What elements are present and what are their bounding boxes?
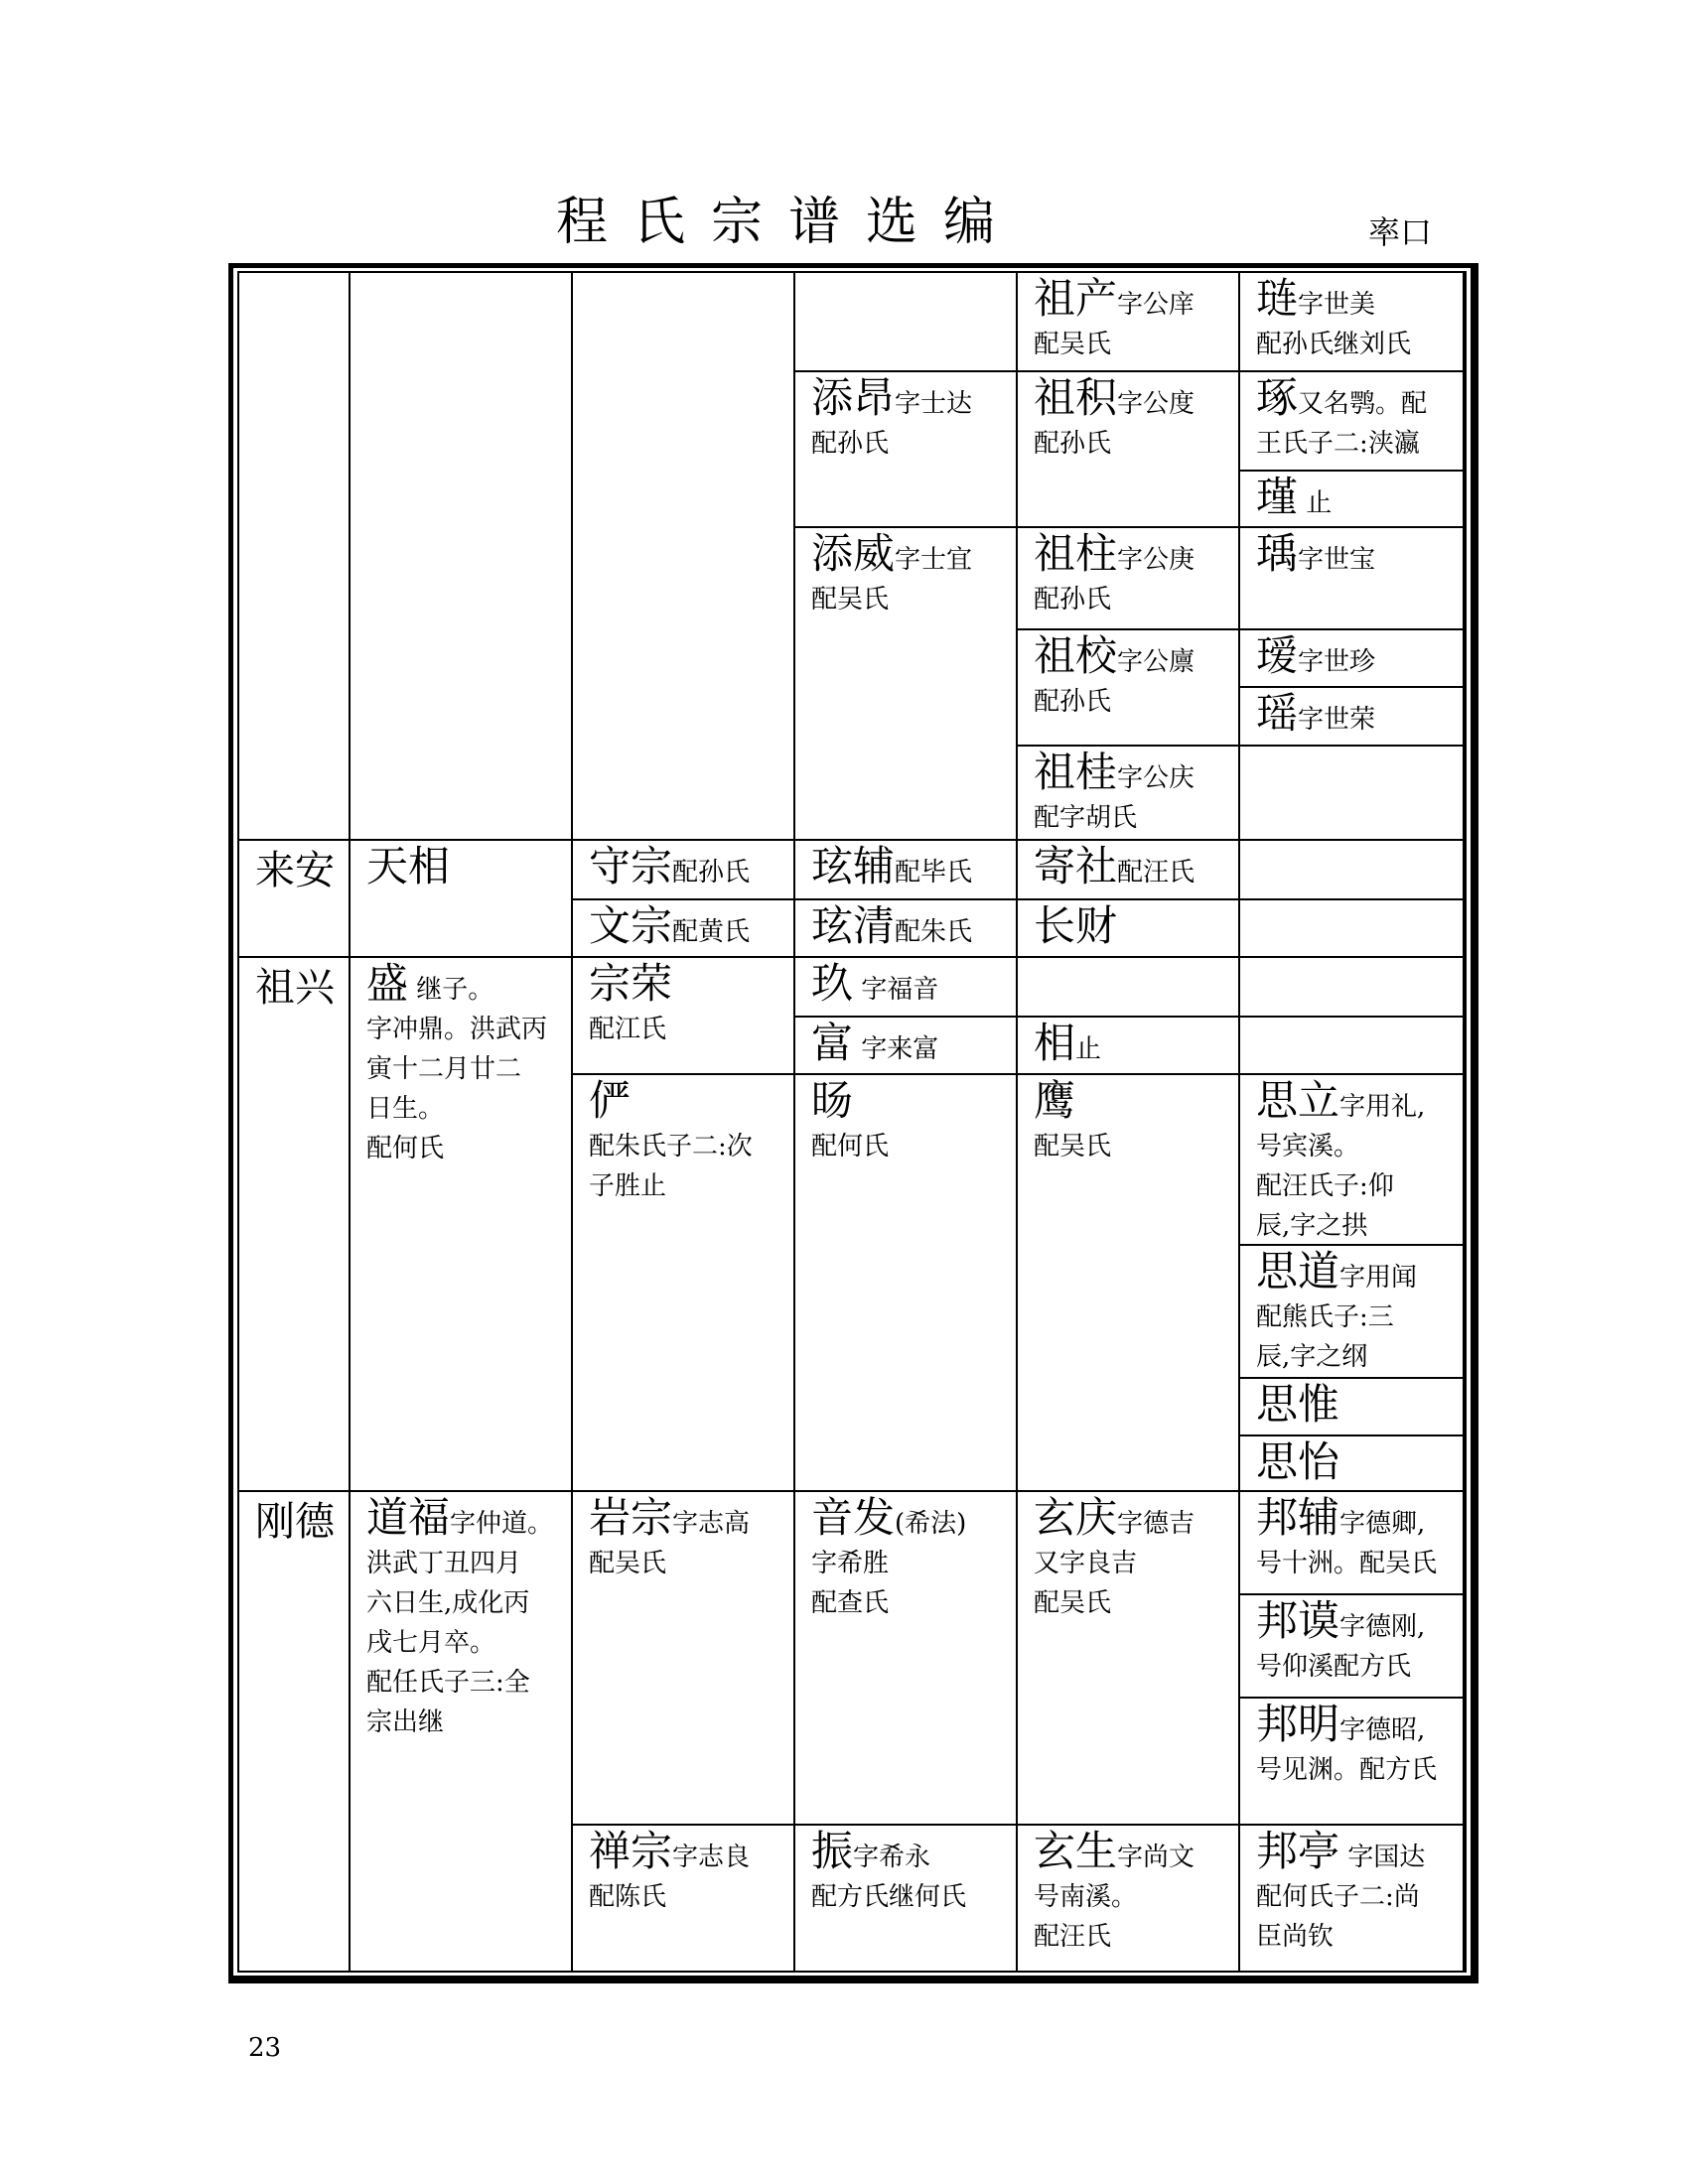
person-note: 字公廪 xyxy=(1117,647,1196,677)
person-note: 配吴氏 xyxy=(1034,330,1112,359)
person-note: 号见渊。配方氏 xyxy=(1256,1755,1438,1785)
cell-empty xyxy=(1240,900,1465,958)
person-note: 字国达 xyxy=(1347,1843,1426,1872)
person-name: 思怡 xyxy=(1256,1437,1340,1486)
person-cell xyxy=(1240,1075,1465,1246)
person-note: 配孙氏 xyxy=(1034,429,1112,459)
person-note: 号十洲。配吴氏 xyxy=(1256,1549,1438,1578)
person-cell xyxy=(795,958,1018,1018)
person-cell xyxy=(573,841,795,900)
person-note: 臣尚钦 xyxy=(1256,1922,1335,1952)
cell-empty xyxy=(1018,958,1240,1018)
person-cell xyxy=(1240,372,1465,472)
person-note: 配字胡氏 xyxy=(1034,803,1138,833)
cell-empty xyxy=(1240,1018,1465,1075)
person-name: 禅宗 xyxy=(589,1827,673,1875)
person-note: 配汪氏 xyxy=(1034,1922,1112,1952)
person-name: 振 xyxy=(811,1827,854,1875)
person-cell xyxy=(573,1826,795,1971)
person-cell xyxy=(1240,1699,1465,1826)
lineage-cell xyxy=(239,958,351,1492)
person-note: 字世荣 xyxy=(1298,705,1376,735)
person-cell xyxy=(1018,528,1240,630)
cell-empty xyxy=(239,273,351,841)
person-name: 音发 xyxy=(811,1493,896,1542)
person-note: 配何氏子二:尚 xyxy=(1256,1882,1420,1912)
person-note: 字志高 xyxy=(672,1509,751,1539)
person-note: 字希永 xyxy=(853,1843,931,1872)
person-note: 字世美 xyxy=(1298,290,1376,320)
cell-empty xyxy=(573,273,795,841)
person-note: 配朱氏 xyxy=(895,917,973,947)
person-note: 辰,字之拱 xyxy=(1256,1211,1368,1241)
person-name: 添昂 xyxy=(811,373,896,422)
person-note: 寅十二月廿二 xyxy=(366,1054,522,1084)
person-name: 思立 xyxy=(1256,1076,1340,1125)
person-cell xyxy=(795,1492,1018,1826)
person-cell xyxy=(795,841,1018,900)
person-note: 字仲道。 xyxy=(450,1509,554,1539)
person-note: 配吴氏 xyxy=(1034,1132,1112,1161)
person-note: (希法) xyxy=(895,1509,967,1539)
person-cell xyxy=(1240,1595,1465,1699)
lineage-name: 刚德 xyxy=(255,1499,335,1545)
person-note: 配陈氏 xyxy=(589,1882,667,1912)
person-note: 字世宝 xyxy=(1298,545,1376,575)
person-name: 思惟 xyxy=(1256,1380,1340,1429)
person-name: 邦亭 xyxy=(1256,1827,1340,1875)
person-note: 宗出继 xyxy=(366,1707,445,1737)
person-name: 玹清 xyxy=(811,901,896,950)
person-name: 祖产 xyxy=(1034,274,1118,323)
cell-empty xyxy=(1240,747,1465,841)
person-name: 邦辅 xyxy=(1256,1493,1340,1542)
person-note: 字德昭, xyxy=(1339,1715,1426,1745)
person-note: 止 xyxy=(1306,488,1333,518)
person-note: 配何氏 xyxy=(811,1132,890,1161)
person-name: 思道 xyxy=(1256,1247,1340,1296)
person-cell xyxy=(351,958,573,1492)
person-note: 配吴氏 xyxy=(811,585,890,614)
person-note: 字冲鼎。洪武丙 xyxy=(366,1015,548,1044)
person-note: 王氏子二:浃瀛 xyxy=(1256,429,1420,459)
person-cell xyxy=(795,528,1018,841)
person-note: 配吴氏 xyxy=(1034,1588,1112,1618)
person-name: 祖校 xyxy=(1034,631,1118,680)
person-cell xyxy=(1240,1379,1465,1436)
person-note: 字用礼, xyxy=(1339,1092,1426,1122)
person-note: 配毕氏 xyxy=(895,858,973,887)
person-note: 字希胜 xyxy=(811,1549,890,1578)
person-note: 字尚文 xyxy=(1117,1843,1196,1872)
person-note: 字公庠 xyxy=(1117,290,1196,320)
person-name: 玖 xyxy=(811,959,854,1008)
lineage-name: 来安 xyxy=(255,848,335,893)
person-note: 日生。 xyxy=(366,1094,445,1124)
person-name: 琏 xyxy=(1256,274,1299,323)
person-cell xyxy=(1018,1492,1240,1826)
person-name: 琢 xyxy=(1256,373,1299,422)
person-cell xyxy=(1018,1826,1240,1971)
lineage-cell xyxy=(239,841,351,958)
person-note: 字德吉 xyxy=(1117,1509,1196,1539)
person-note: 配孙氏继刘氏 xyxy=(1256,330,1412,359)
lineage-name: 祖兴 xyxy=(255,965,335,1011)
person-name: 祖桂 xyxy=(1034,748,1118,796)
person-cell xyxy=(1240,1492,1465,1595)
person-note: 号南溪。 xyxy=(1034,1882,1138,1912)
person-note: 字士达 xyxy=(895,389,973,419)
person-name: 瑶 xyxy=(1256,689,1299,738)
person-name: 富 xyxy=(811,1019,854,1067)
person-cell xyxy=(1018,273,1240,372)
person-note: 字福音 xyxy=(861,975,939,1005)
person-note: 配孙氏 xyxy=(1034,585,1112,614)
person-note: 六日生,成化丙 xyxy=(366,1588,530,1618)
person-note: 字用闻 xyxy=(1339,1263,1418,1293)
person-name: 宗荣 xyxy=(589,959,673,1008)
person-cell xyxy=(1018,630,1240,747)
person-note: 配吴氏 xyxy=(589,1549,667,1578)
person-note: 字士宜 xyxy=(895,545,973,575)
person-name: 相 xyxy=(1034,1019,1076,1067)
person-note: 又名鹗。配 xyxy=(1298,389,1428,419)
person-name: 玹辅 xyxy=(811,842,896,890)
person-cell xyxy=(1240,472,1465,528)
person-note: 止 xyxy=(1075,1034,1102,1064)
person-note: 字公庚 xyxy=(1117,545,1196,575)
person-cell xyxy=(1018,747,1240,841)
person-name: 祖积 xyxy=(1034,373,1118,422)
cell-empty xyxy=(1240,841,1465,900)
person-name: 瑀 xyxy=(1256,529,1299,578)
person-name: 寄社 xyxy=(1034,842,1118,890)
person-name: 祖柱 xyxy=(1034,529,1118,578)
person-cell xyxy=(1018,900,1240,958)
person-cell xyxy=(795,1826,1018,1971)
person-name: 添威 xyxy=(811,529,896,578)
person-cell xyxy=(795,372,1018,528)
person-cell xyxy=(1240,630,1465,688)
page-number: 23 xyxy=(248,2033,282,2063)
person-cell xyxy=(1240,528,1465,630)
person-cell xyxy=(573,958,795,1075)
person-cell xyxy=(1240,273,1465,372)
person-cell xyxy=(1240,1436,1465,1492)
person-name: 道福 xyxy=(366,1493,451,1542)
person-note: 号宾溪。 xyxy=(1256,1132,1360,1161)
person-note: 戌七月卒。 xyxy=(366,1628,496,1658)
person-name: 俨 xyxy=(589,1076,632,1125)
genealogy-table xyxy=(237,271,1467,1973)
person-name: 玄庆 xyxy=(1034,1493,1118,1542)
person-note: 字公度 xyxy=(1117,389,1196,419)
person-name: 长财 xyxy=(1034,901,1118,950)
person-note: 配孙氏 xyxy=(811,429,890,459)
person-note: 配何氏 xyxy=(366,1134,445,1163)
person-note: 配孙氏 xyxy=(1034,687,1112,717)
person-note: 号仰溪配方氏 xyxy=(1256,1652,1412,1682)
person-name: 守宗 xyxy=(589,842,673,890)
person-note: 又字良吉 xyxy=(1034,1549,1138,1578)
cell-empty xyxy=(351,273,573,841)
person-cell xyxy=(573,1492,795,1826)
person-note: 配熊氏子:三 xyxy=(1256,1302,1394,1332)
person-cell xyxy=(795,900,1018,958)
cell-empty xyxy=(1240,958,1465,1018)
person-note: 配汪氏子:仰 xyxy=(1256,1171,1394,1201)
person-name: 旸 xyxy=(811,1076,854,1125)
person-note: 洪武丁丑四月 xyxy=(366,1549,522,1578)
person-cell xyxy=(795,1018,1018,1075)
person-cell xyxy=(573,1075,795,1492)
person-cell xyxy=(573,900,795,958)
cell-empty xyxy=(795,273,1018,372)
person-cell xyxy=(1018,1018,1240,1075)
person-name: 文宗 xyxy=(589,901,673,950)
person-note: 配黄氏 xyxy=(672,917,751,947)
person-cell xyxy=(1240,688,1465,747)
person-note: 子胜止 xyxy=(589,1171,667,1201)
person-note: 辰,字之纲 xyxy=(1256,1342,1368,1372)
person-note: 配江氏 xyxy=(589,1015,667,1044)
person-note: 配查氏 xyxy=(811,1588,890,1618)
person-note: 字德刚, xyxy=(1339,1612,1426,1642)
person-name: 鹰 xyxy=(1034,1076,1076,1125)
person-cell xyxy=(351,841,573,958)
person-note: 继子。 xyxy=(416,975,494,1005)
person-name: 瑷 xyxy=(1256,631,1299,680)
person-note: 配汪氏 xyxy=(1117,858,1196,887)
person-cell xyxy=(1018,841,1240,900)
person-name: 玄生 xyxy=(1034,1827,1118,1875)
person-cell xyxy=(1018,1075,1240,1492)
person-note: 配孙氏 xyxy=(672,858,751,887)
person-cell xyxy=(1240,1246,1465,1379)
person-name: 岩宗 xyxy=(589,1493,673,1542)
page-subtitle: 率口 xyxy=(1368,213,1433,251)
person-name: 盛 xyxy=(366,959,409,1008)
person-name: 瑾 xyxy=(1256,473,1299,521)
person-note: 字德卿, xyxy=(1339,1509,1426,1539)
person-note: 配朱氏子二:次 xyxy=(589,1132,753,1161)
lineage-cell xyxy=(239,1492,351,1971)
person-name: 邦谟 xyxy=(1256,1596,1340,1645)
page-title: 程氏宗谱选编 xyxy=(556,193,1022,252)
person-note: 配方氏继何氏 xyxy=(811,1882,967,1912)
person-note: 字志良 xyxy=(672,1843,751,1872)
person-note: 字公庆 xyxy=(1117,763,1196,793)
person-note: 字来富 xyxy=(861,1034,939,1064)
person-cell xyxy=(1018,372,1240,528)
person-name: 天相 xyxy=(366,842,451,890)
person-note: 配任氏子三:全 xyxy=(366,1668,530,1698)
person-cell xyxy=(1240,1826,1465,1971)
person-cell xyxy=(351,1492,573,1971)
person-name: 邦明 xyxy=(1256,1700,1340,1748)
person-cell xyxy=(795,1075,1018,1492)
person-note: 字世珍 xyxy=(1298,647,1376,677)
